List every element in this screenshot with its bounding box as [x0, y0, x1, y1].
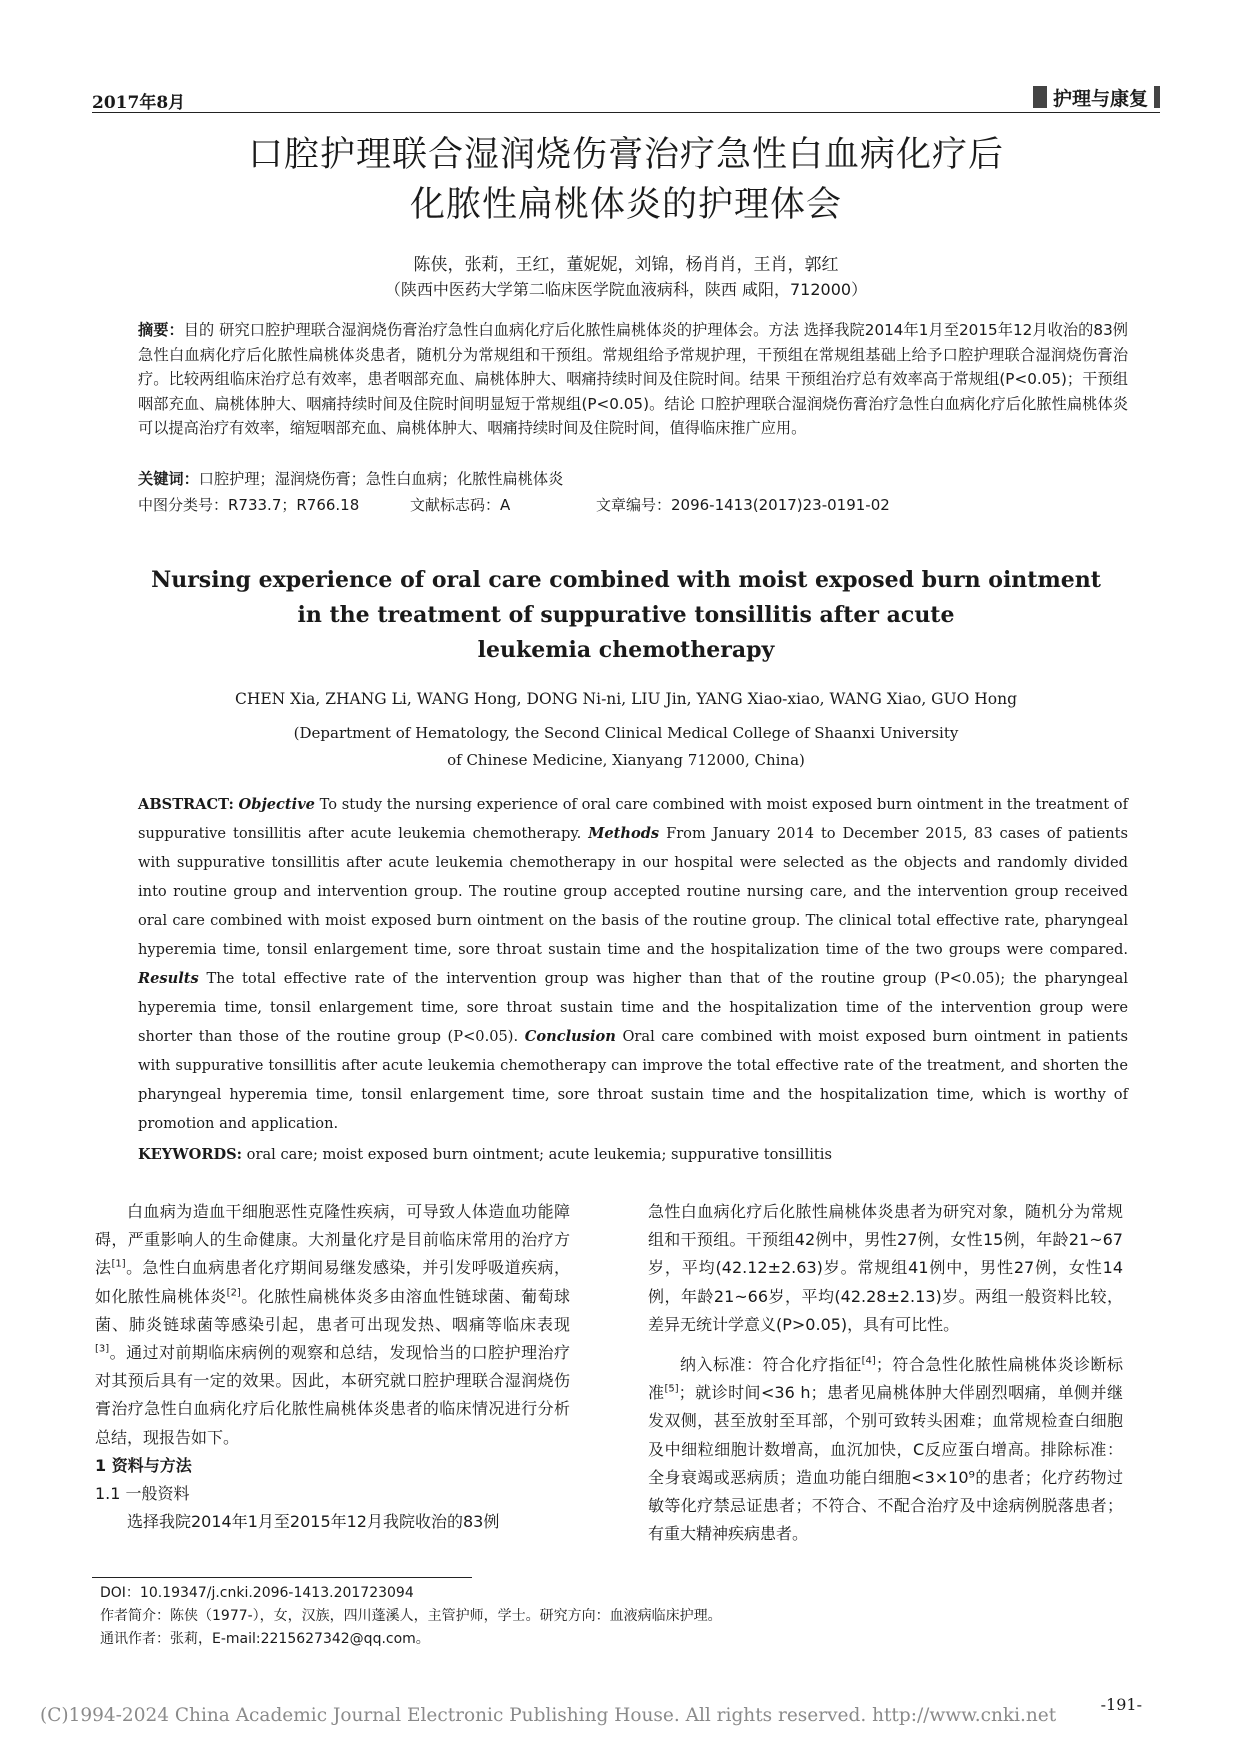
abstract-cn-label: 摘要： [138, 321, 184, 339]
keywords-en-text: oral care; moist exposed burn ointment; acute leukemia; suppurative tonsillitis [242, 1146, 832, 1163]
title-cn-line-2: 化脓性扁桃体炎的护理体会 [409, 185, 842, 225]
body-text: 。通过对前期临床病例的观察和总结，发现恰当的口腔护理治疗对其预后具有一定的效果。因此，本研究就口腔护理联合湿润烧伤膏治疗急性白血病化疗后化脓性扁桃体炎患者的临床情况进行分析总结，现报告如下。 [95, 1343, 570, 1447]
body-text: 纳入标准：符合化疗指征 [680, 1355, 862, 1375]
methods-text: From January 2014 to December 2015, 83 cases of patients with suppurative tonsillitis after acute leukemia chemotherapy in our hospital were selected as the objects and randomly divided into routine group and intervention group. The routine group accepted routine nursing care, and the intervention group received oral care combined with moist exposed burn ointment on the basis of the routine group. The clinical total effective rate, pharyngeal hyperemia time, tonsil enlargement time, sore throat sustain time and the hospitalization time of the two groups were compared. [138, 825, 1128, 958]
authors-en: CHEN Xia, ZHANG Li, WANG Hong, DONG Ni-ni, LIU Jin, YANG Xiao-xiao, WANG Xiao, GUO Hong [234, 690, 1018, 708]
body-paragraph: 选择我院2014年1月至2015年12月我院收治的83例 [127, 1512, 500, 1532]
affiliation-cn: （陕西中医药大学第二临床医学院血液病科，陕西 咸阳，712000） [384, 280, 868, 299]
header-date: 2017年8月 [92, 93, 186, 113]
body-column-right [648, 1198, 1123, 1548]
keywords-cn-label: 关键词： [138, 470, 199, 488]
document-code: 文献标志码：A [410, 496, 511, 514]
body-paragraph: 急性白血病化疗后化脓性扁桃体炎患者为研究对象，随机分为常规组和干预组。干预组42例中，男性27例，女性15例，年龄21~67岁，平均(42.12±2.63)岁。常规组41例中，男性27例，女性14例，年龄21~66岁，平均(42.28±2.13)岁。两组一般资料比较，差异无统计学意义(P>0.05)，具有可比性。 [648, 1202, 1123, 1334]
abstract-cn [138, 318, 1128, 441]
section-heading-1-1: 1.1 一般资料 [95, 1484, 190, 1504]
abstract-cn-line: 预组在常规组基础上给予口腔护理联合湿润烧伤膏治疗。比较两组临床治疗总有效率，患者咽部充血、扁桃体肿大、咽痛持 [138, 345, 1129, 388]
body-text: 。急性白血病患者化疗期间易继发感染，并引发呼吸道疾病，如化脓性扁桃体炎 [95, 1258, 570, 1306]
footnotes [100, 1582, 1160, 1651]
title-en-line-1: Nursing experience of oral care combined with moist exposed burn ointment [151, 567, 1101, 593]
affiliation-en-line-1: (Department of Hematology, the Second Clinical Medical College of Shaanxi University [293, 724, 959, 742]
clc-number: 中图分类号：R733.7；R766.18 [138, 496, 360, 514]
body-paragraph [648, 1351, 1123, 1548]
keywords-cn [138, 467, 1128, 491]
citation-ref: [4] [861, 1355, 876, 1367]
objective-text: To study the nursing experience of oral care combined with moist exposed burn ointment in the treatment of suppurative tonsillitis after acute leukemia chemotherapy. [138, 796, 1128, 842]
results-text: The total effective rate of the intervention group was higher than that of the routine group (P<0.05); the pharyngeal hyperemia time, tonsil enlargement time, sore throat sustain time and the hospitalization time of the intervention group were shorter than those of the routine group (P<0.05). [138, 970, 1128, 1045]
body-text: 白血病为造血干细胞恶性克隆性疾病，可导致人体造血功能障碍，严重影响人的生命健康。大剂量化疗是目前临床常用的治疗方法 [95, 1202, 570, 1278]
abstract-en-label: ABSTRACT: [138, 796, 234, 813]
body-column-left [95, 1198, 570, 1536]
conclusion-text: Oral care combined with moist exposed burn ointment in patients with suppurative tonsillitis after acute leukemia chemotherapy can improve the total effective rate of the treatment, and shorten the pharyngeal hyperemia time, tonsil enlargement time, sore throat sustain time and the hospitalization time, which is worthy of promotion and application. [138, 1028, 1128, 1132]
article-title-cn [92, 130, 1160, 230]
citation-ref: [3] [95, 1343, 110, 1355]
doi: DOI：10.19347/j.cnki.2096-1413.201723094 [100, 1585, 414, 1601]
objective-label: Objective [238, 796, 315, 813]
keywords-cn-text: 口腔护理；湿润烧伤膏；急性白血病；化脓性扁桃体炎 [198, 470, 564, 488]
citation-ref: [1] [111, 1259, 126, 1271]
abstract-cn-line: 间明显短于常规组(P<0.05)。结论 口腔护理联合湿润烧伤膏治疗急性白血病化疗后化脓性扁桃体炎可以提高治疗有效率， [138, 394, 1129, 437]
abstract-cn-line: 续时间及住院时间。结果 干预组治疗总有效率高于常规组(P<0.05)；干预组咽部充血、扁桃体肿大、咽痛持续时间及住院时 [138, 370, 1128, 413]
abstract-cn-line: 缩短咽部充血、扁桃体肿大、咽痛持续时间及住院时间，值得临床推广应用。 [289, 419, 807, 437]
title-cn-line-1: 口腔护理联合湿润烧伤膏治疗急性白血病化疗后 [247, 135, 1004, 175]
body-text: ；符合急性化脓性扁桃体炎诊断标准 [648, 1355, 1123, 1403]
results-label: Results [138, 970, 199, 987]
abstract-en [138, 790, 1128, 1138]
body-paragraph [95, 1198, 570, 1452]
title-en-line-2: in the treatment of suppurative tonsillitis after acute [297, 602, 955, 628]
affiliation-en-line-2: of Chinese Medicine, Xianyang 712000, China) [447, 751, 805, 769]
article-number: 文章编号：2096-1413(2017)23-0191-02 [596, 496, 890, 514]
body-text: 。化脓性扁桃体炎多由溶血性链球菌、葡萄球菌、肺炎链球菌等感染引起，患者可出现发热、咽痛等临床表现 [95, 1286, 570, 1334]
conclusion-label: Conclusion [524, 1028, 616, 1045]
header-section [1033, 84, 1160, 110]
header-rule [92, 112, 1160, 113]
section-marker-left [1033, 86, 1047, 108]
section-marker-right [1154, 86, 1160, 108]
methods-label: Methods [588, 825, 660, 842]
body-text: ；就诊时间<36 h；患者见扁桃体肿大伴剧烈咽痛，单侧并继发双侧，甚至放射至耳部，个别可致转头困难；血常规检查白细胞及中细粒细胞计数增高，血沉加快，C反应蛋白增高。排除标准：全身衰竭或恶病质；造血功能白细胞<3×10⁹的患者；化疗药物过敏等化疗禁忌证患者；不符合、不配合治疗及中途病例脱落患者；有重大精神疾病患者。 [648, 1383, 1123, 1544]
article-title-en [92, 563, 1160, 668]
corresponding-author: 通讯作者：张莉，E-mail:2215627342@qq.com。 [100, 1631, 430, 1647]
abstract-cn-line: 至2015年12月收治的83例急性白血病化疗后化脓性扁桃体炎患者，随机分为常规组和干预组。常规组给予常规护理，干 [138, 321, 1128, 364]
section-heading-1: 1 资料与方法 [95, 1455, 192, 1475]
citation-ref: [5] [664, 1383, 679, 1395]
keywords-en [138, 1142, 1128, 1168]
title-en-line-3: leukemia chemotherapy [477, 637, 775, 663]
copyright-watermark: (C)1994-2024 China Academic Journal Electronic Publishing House. All rights reserved. http://www.cnki.net [40, 1705, 1057, 1726]
citation-ref: [2] [226, 1287, 241, 1299]
keywords-en-label: KEYWORDS: [138, 1146, 243, 1163]
affiliation-en [92, 720, 1160, 774]
authors-cn: 陈侠，张莉，王红，董妮妮，刘锦，杨肖肖，王肖，郭红 [413, 255, 839, 275]
section-title: 护理与康复 [1052, 87, 1148, 110]
footnote-rule [92, 1577, 472, 1578]
abstract-cn-line: 目的 研究口腔护理联合湿润烧伤膏治疗急性白血病化疗后化脓性扁桃体炎的护理体会。方法 选择我院2014年1月 [183, 321, 944, 339]
page-number: -191- [1100, 1695, 1142, 1714]
author-intro: 作者简介：陈侠（1977-），女，汉族，四川蓬溪人，主管护师，学士。研究方向：血液病临床护理。 [100, 1608, 722, 1624]
